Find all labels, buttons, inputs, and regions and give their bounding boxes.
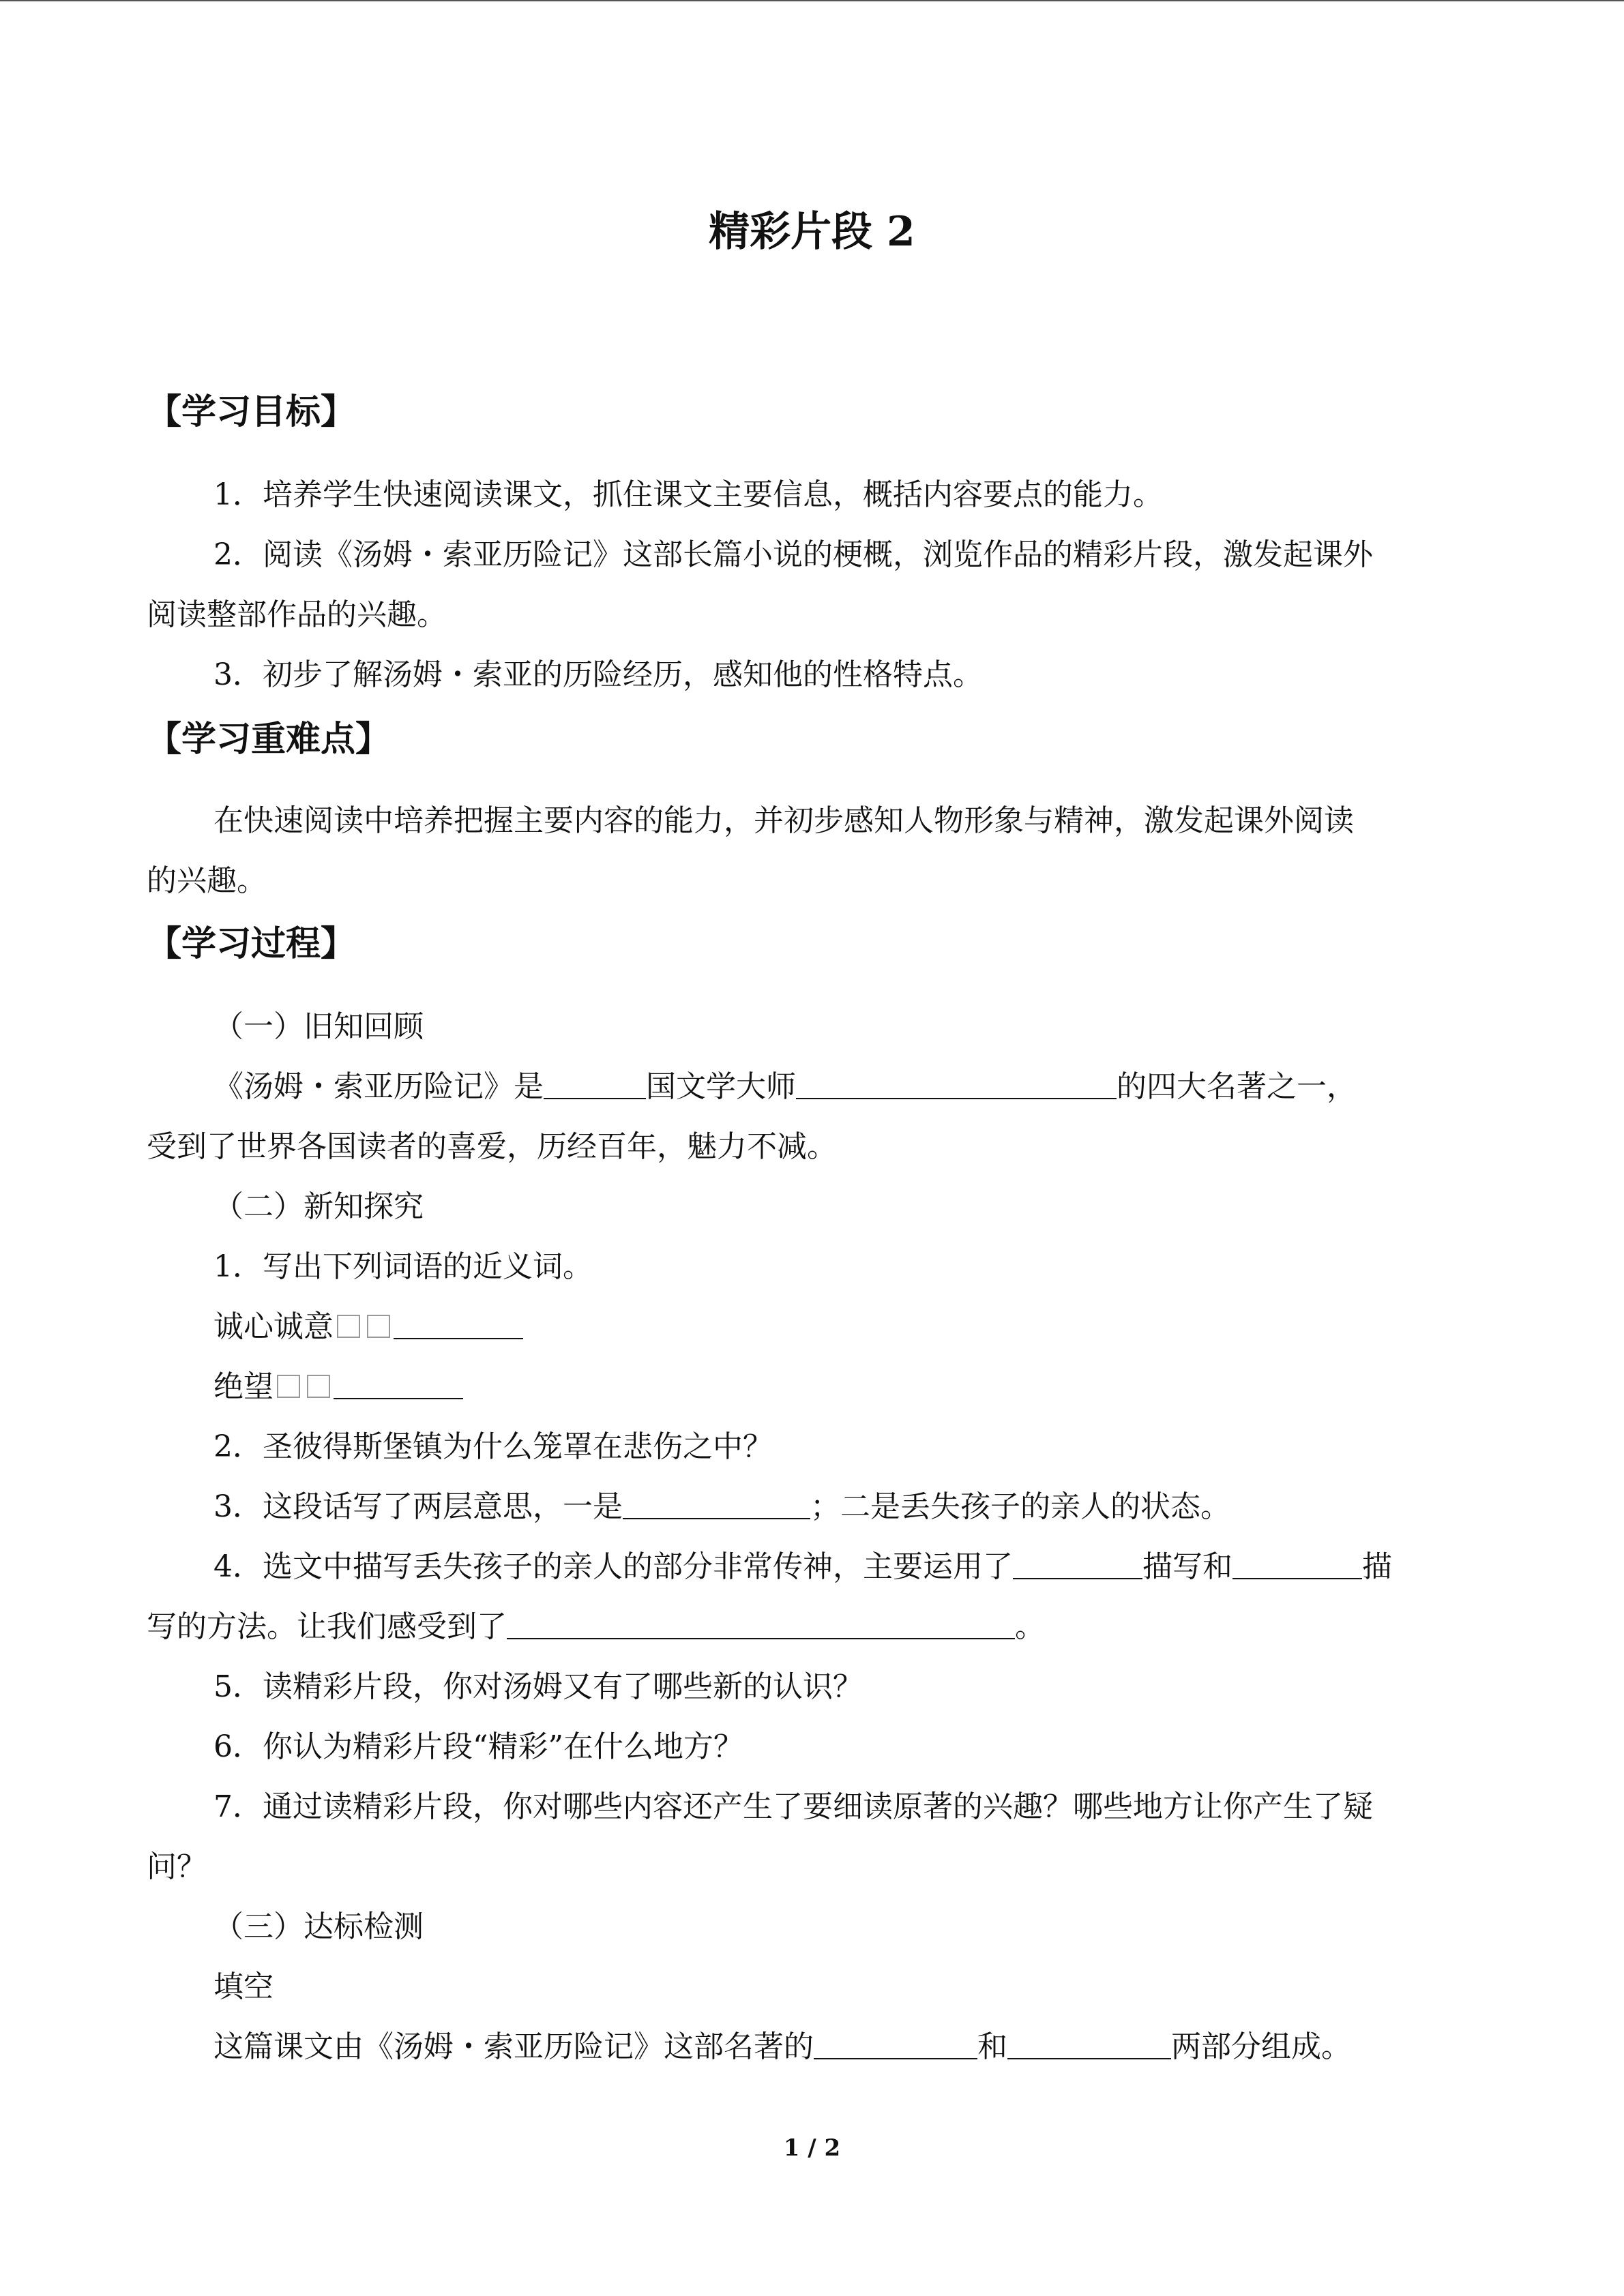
- explore-question-1: 1．写出下列词语的近义词。: [213, 1249, 593, 1284]
- answer-blank-synonym-2[interactable]: [334, 1364, 463, 1399]
- q4-text-3: 描: [1362, 1549, 1392, 1584]
- synonym-row-2: [213, 1357, 1480, 1417]
- review-text-2: 国文学大师: [646, 1069, 796, 1104]
- goal-item-2-line1: 2．阅读《汤姆・索亚历险记》这部长篇小说的梗概，浏览作品的精彩片段，激发起课外: [213, 537, 1373, 572]
- test-text-1: 这篇课文由《汤姆・索亚历险记》这部名著的: [213, 2029, 814, 2064]
- key-points-line2: 的兴趣。: [147, 863, 267, 898]
- page-title: 精彩片段 2: [709, 208, 915, 256]
- test-text-2: 和: [977, 2029, 1007, 2064]
- goal-item-3: 3．初步了解汤姆・索亚的历险经历，感知他的性格特点。: [213, 657, 983, 692]
- top-border-line: [0, 0, 1624, 1]
- q4-text-5: 。: [1015, 1609, 1045, 1644]
- explore-question-7-line1: 7．通过读精彩片段，你对哪些内容还产生了要细读原著的兴趣？哪些地方让你产生了疑: [213, 1789, 1373, 1824]
- synonym-word-1: 诚心诚意: [213, 1309, 334, 1344]
- explore-question-3: [213, 1477, 1480, 1537]
- review-question-line2: 受到了世界各国读者的喜爱，历经百年，魅力不减。: [147, 1129, 837, 1164]
- synonym-word-2: 绝望: [213, 1369, 274, 1404]
- explore-question-4-line2: [147, 1597, 1480, 1657]
- answer-blank-test-b[interactable]: [1007, 2024, 1171, 2059]
- synonym-row-1: [213, 1297, 1480, 1357]
- review-text-1: 《汤姆・索亚历险记》是: [213, 1069, 544, 1104]
- answer-box[interactable]: [307, 1375, 330, 1398]
- answer-blank-q4-b[interactable]: [1232, 1544, 1362, 1579]
- answer-box[interactable]: [367, 1315, 390, 1338]
- answer-box[interactable]: [337, 1315, 360, 1338]
- q4-text-1: 4．选文中描写丢失孩子的亲人的部分非常传神，主要运用了: [213, 1549, 1013, 1584]
- explore-question-2: 2．圣彼得斯堡镇为什么笼罩在悲伤之中？: [213, 1429, 773, 1464]
- section-heading-key-points: 【学习重难点】: [147, 719, 391, 760]
- explore-question-6: 6．你认为精彩片段“精彩”在什么地方？: [213, 1729, 743, 1764]
- section-heading-goals: 【学习目标】: [147, 392, 356, 432]
- page-number: 1 / 2: [783, 2134, 841, 2162]
- q3-text-1: 3．这段话写了两层意思，一是: [213, 1489, 623, 1524]
- test-heading: （三）达标检测: [213, 1909, 424, 1944]
- goal-item-2-line2: 阅读整部作品的兴趣。: [147, 597, 447, 632]
- answer-blank-q4-c[interactable]: [507, 1604, 1015, 1639]
- review-text-3: 的四大名著之一，: [1117, 1069, 1357, 1104]
- test-fill-label: 填空: [213, 1969, 274, 2004]
- q3-text-2: ；二是丢失孩子的亲人的状态。: [810, 1489, 1230, 1524]
- answer-blank-test-a[interactable]: [814, 2024, 977, 2059]
- goal-item-1: 1．培养学生快速阅读课文，抓住课文主要信息，概括内容要点的能力。: [213, 477, 1163, 512]
- explore-heading: （二）新知探究: [213, 1189, 424, 1224]
- explore-question-7-line2: 问？: [147, 1849, 207, 1884]
- answer-blank-synonym-1[interactable]: [394, 1304, 523, 1339]
- answer-blank-q4-a[interactable]: [1013, 1544, 1142, 1579]
- review-heading: （一）旧知回顾: [213, 1009, 424, 1044]
- answer-box[interactable]: [277, 1375, 300, 1398]
- test-text-3: 两部分组成。: [1171, 2029, 1351, 2064]
- answer-blank-author[interactable]: [796, 1064, 1117, 1099]
- explore-question-5: 5．读精彩片段，你对汤姆又有了哪些新的认识？: [213, 1669, 863, 1704]
- answer-blank-country[interactable]: [544, 1064, 646, 1099]
- answer-blank-q3[interactable]: [623, 1484, 810, 1519]
- review-question-line1: [213, 1057, 1480, 1117]
- explore-question-4-line1: [213, 1537, 1480, 1597]
- q4-text-4: 写的方法。让我们感受到了: [147, 1609, 507, 1644]
- section-heading-process: 【学习过程】: [147, 924, 356, 964]
- test-question: [213, 2017, 1480, 2077]
- q4-text-2: 描写和: [1142, 1549, 1232, 1584]
- key-points-line1: 在快速阅读中培养把握主要内容的能力，并初步感知人物形象与精神，激发起课外阅读: [213, 803, 1354, 838]
